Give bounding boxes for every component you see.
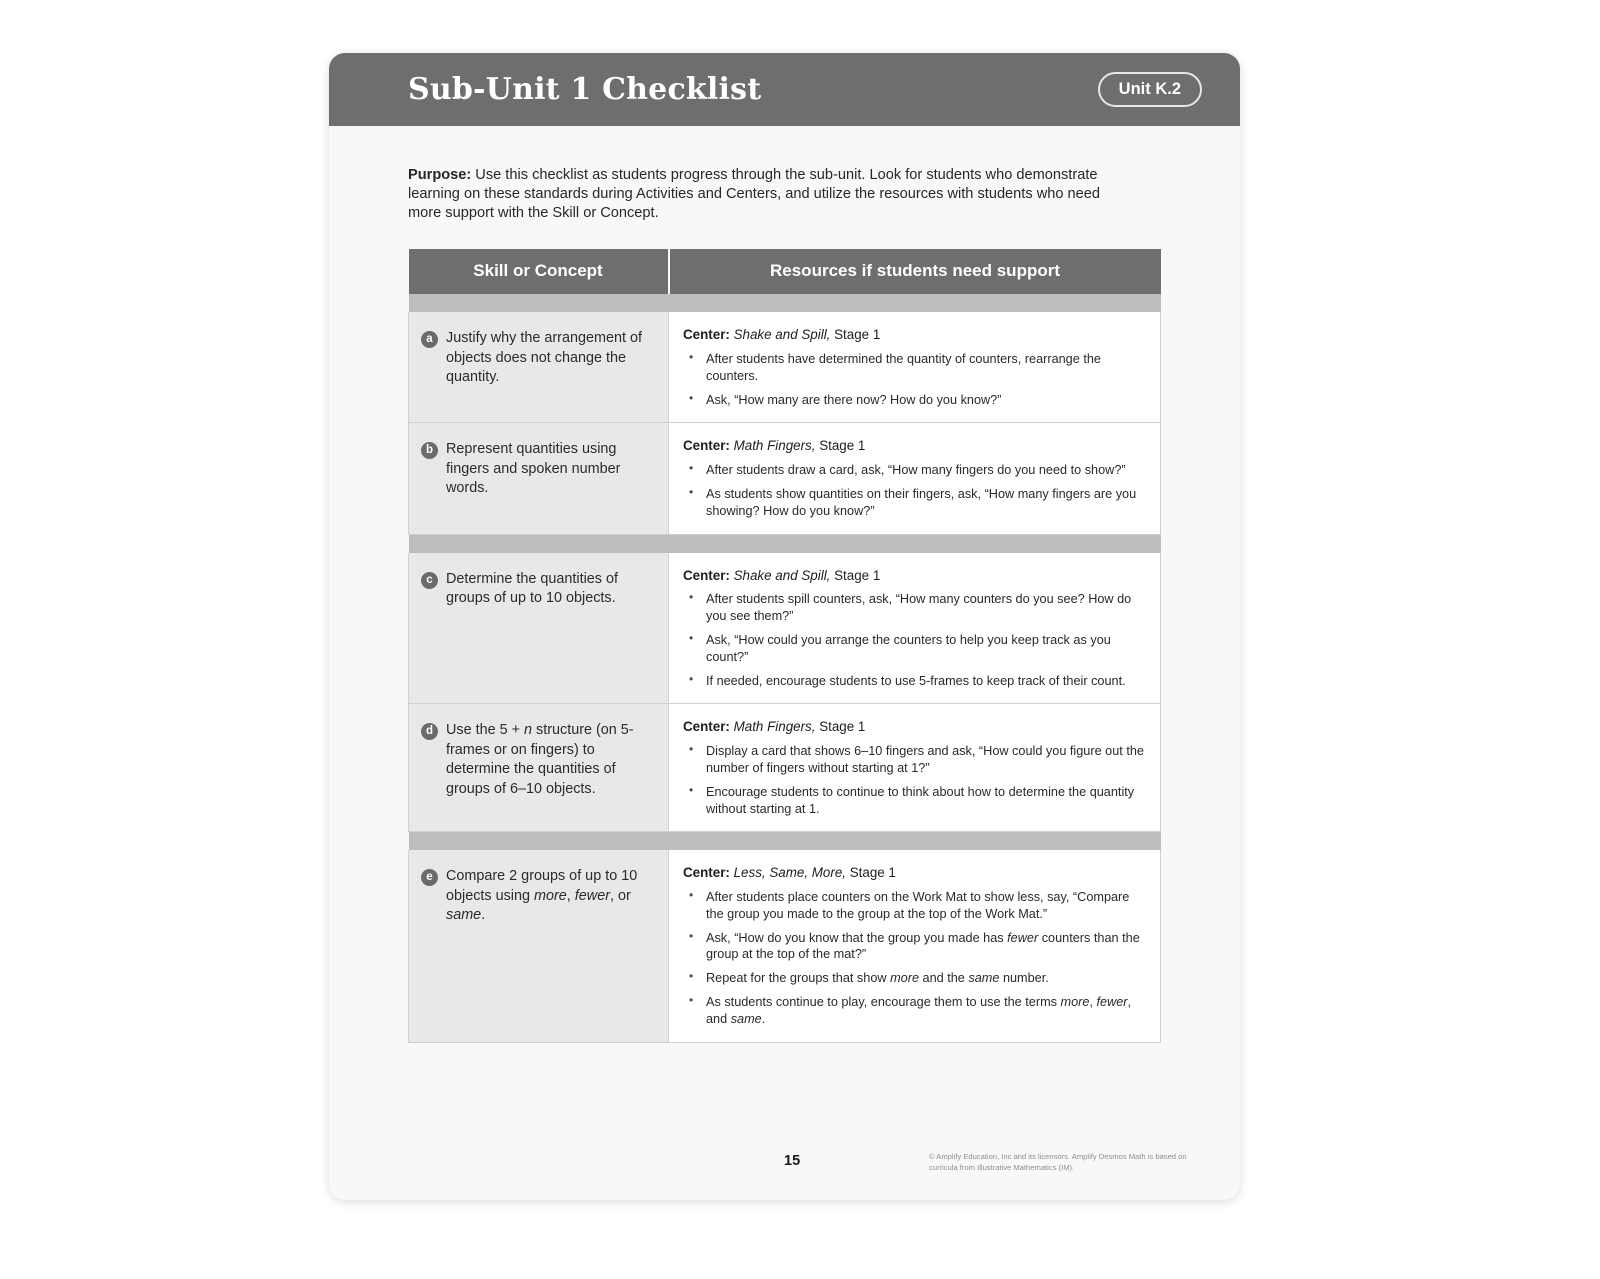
resource-bullet-list [683, 462, 1146, 520]
resource-bullet-list [683, 591, 1146, 689]
table-header-row [409, 249, 1161, 294]
table-spacer-cell [409, 294, 1161, 312]
resource-bullet-item: • After students place counters on the Work Mat to show less, say, “Compare the group you made to the group at the top of the Work Mat.” [683, 889, 1146, 923]
center-reference: Center: Less, Same, More, Stage 1 [683, 865, 896, 881]
resource-bullet-list [683, 351, 1146, 409]
center-reference: Center: Math Fingers, Stage 1 [683, 438, 866, 454]
skill-text: Represent quantities using fingers and spoken number words. [446, 441, 621, 497]
table-row [409, 850, 1161, 1042]
page-header [329, 53, 1240, 126]
skill-marker-badge: d [421, 723, 438, 740]
document-page [329, 53, 1240, 1200]
table-head [409, 249, 1161, 294]
purpose-paragraph [408, 166, 1133, 224]
skill-cell [409, 553, 669, 704]
resources-cell [669, 423, 1161, 534]
table-spacer-row [409, 832, 1161, 851]
checklist-table [408, 249, 1161, 1043]
skill-text: Compare 2 groups of up to 10 objects using more, fewer, or same. [446, 868, 638, 924]
resource-bullet-item: • Ask, “How could you arrange the counters to help you keep track as you count?” [683, 632, 1146, 666]
center-reference: Center: Shake and Spill, Stage 1 [683, 327, 881, 343]
table-row [409, 704, 1161, 832]
skill-marker-badge: e [421, 869, 438, 886]
resource-bullet-item: • Ask, “How do you know that the group you made has fewer counters than the group at the top of the mat?” [683, 930, 1146, 964]
table-row [409, 312, 1161, 423]
skill-text: Justify why the arrangement of objects does not change the quantity. [446, 330, 642, 386]
table-row [409, 553, 1161, 704]
unit-badge: Unit K.2 [1098, 72, 1202, 108]
resource-bullet-list [683, 743, 1146, 818]
skill-cell [409, 423, 669, 534]
skill-marker-badge: c [421, 572, 438, 589]
resource-bullet-item: • As students show quantities on their fingers, ask, “How many fingers are you showing? How do you know?” [683, 486, 1146, 520]
skill-marker-badge: b [421, 442, 438, 459]
skill-text: Determine the quantities of groups of up to 10 objects. [446, 570, 618, 606]
skill-marker-badge: a [421, 331, 438, 348]
resource-bullet-item: • Display a card that shows 6–10 fingers and ask, “How could you figure out the number of fingers without starting at 1?” [683, 743, 1146, 777]
center-reference: Center: Shake and Spill, Stage 1 [683, 567, 881, 583]
resource-bullet-item: • As students continue to play, encourage them to use the terms more, fewer, and same. [683, 994, 1146, 1028]
skill-cell [409, 850, 669, 1042]
center-reference: Center: Math Fingers, Stage 1 [683, 719, 866, 735]
purpose-label: Purpose: [408, 166, 472, 183]
page-number: 15 [784, 1153, 801, 1169]
resources-cell [669, 312, 1161, 423]
resource-bullet-item: • If needed, encourage students to use 5-frames to keep track of their count. [683, 673, 1146, 690]
table-spacer-cell [409, 534, 1161, 553]
table-spacer-cell [409, 832, 1161, 851]
skill-cell [409, 312, 669, 423]
resources-cell [669, 704, 1161, 832]
skill-cell [409, 704, 669, 832]
page-title: Sub-Unit 1 Checklist [408, 71, 762, 107]
skill-text: Use the 5 + n structure (on 5-frames or on fingers) to determine the quantities of groups of 6–10 objects. [446, 722, 634, 797]
resource-bullet-item: • After students draw a card, ask, “How many fingers do you need to show?” [683, 462, 1146, 479]
page-footer [329, 1135, 1240, 1175]
page-body [329, 126, 1240, 1043]
resources-cell [669, 553, 1161, 704]
resource-bullet-item: • After students have determined the quantity of counters, rearrange the counters. [683, 351, 1146, 385]
table-body [409, 294, 1161, 1042]
resource-bullet-item: • After students spill counters, ask, “How many counters do you see? How do you see them?” [683, 591, 1146, 625]
resources-cell [669, 850, 1161, 1042]
resource-bullet-item: • Encourage students to continue to think about how to determine the quantity without starting at 1. [683, 784, 1146, 818]
resource-bullet-item: • Repeat for the groups that show more and the same number. [683, 970, 1146, 987]
column-header-resources: Resources if students need support [669, 249, 1161, 294]
column-header-skill: Skill or Concept [409, 249, 669, 294]
table-spacer-row [409, 534, 1161, 553]
table-row [409, 423, 1161, 534]
copyright-notice: © Amplify Education, Inc and its licensors. Amplify Desmos Math is based on curricula from Illustrative Mathematics (IM). [929, 1152, 1187, 1172]
purpose-text: Use this checklist as students progress through the sub-unit. Look for students who demonstrate learning on these standards during Activities and Centers, and utilize the resources with students who need more support with the Skill or Concept. [408, 166, 1100, 222]
resource-bullet-item: • Ask, “How many are there now? How do you know?” [683, 392, 1146, 409]
table-spacer-row [409, 294, 1161, 312]
resource-bullet-list [683, 889, 1146, 1028]
